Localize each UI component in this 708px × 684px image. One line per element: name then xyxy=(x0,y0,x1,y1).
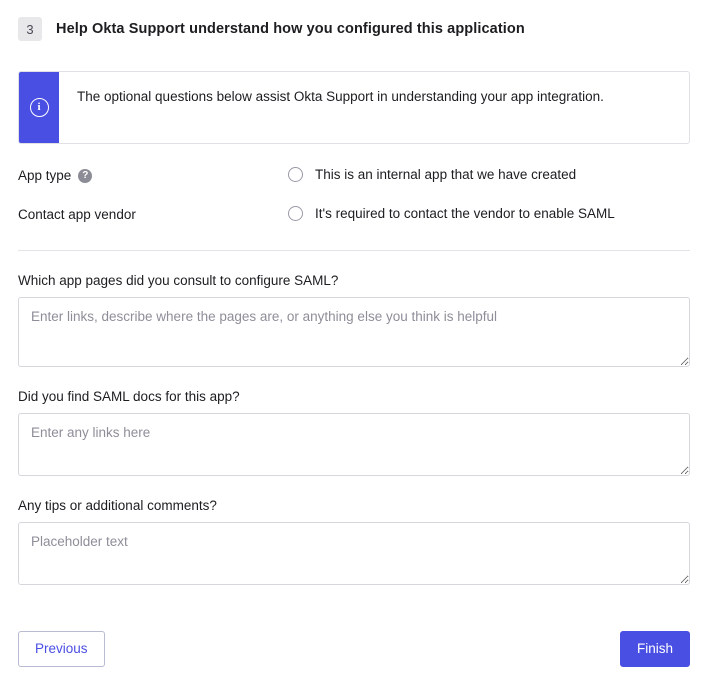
callout-text: The optional questions below assist Okta Support in understanding your app integration. xyxy=(77,89,604,104)
help-icon[interactable]: ? xyxy=(78,169,92,183)
radio-circle-internal-app[interactable] xyxy=(288,167,303,182)
question-label-contact-vendor xyxy=(18,206,288,222)
question-row-app-type xyxy=(18,167,690,183)
radio-circle-contact-vendor[interactable] xyxy=(288,206,303,221)
step-number-badge: 3 xyxy=(18,17,42,41)
page-title: Help Okta Support understand how you configured this application xyxy=(56,21,525,37)
radio-option-contact-vendor[interactable] xyxy=(288,206,615,221)
info-callout xyxy=(18,71,690,144)
section-divider xyxy=(18,250,690,251)
info-icon: i xyxy=(30,98,49,117)
comments-textarea[interactable] xyxy=(18,522,690,585)
radio-option-internal-app[interactable] xyxy=(288,167,576,182)
radio-label-internal-app: This is an internal app that we have created xyxy=(315,167,577,182)
app-type-label-text: App type xyxy=(18,168,72,183)
callout-accent-bar xyxy=(19,72,59,143)
field-label-saml-docs: Did you find SAML docs for this app? xyxy=(18,389,240,404)
field-block-comments xyxy=(18,498,690,585)
wizard-footer xyxy=(18,622,690,676)
contact-vendor-label-text: Contact app vendor xyxy=(18,207,136,222)
question-row-contact-vendor xyxy=(18,206,690,222)
step-header xyxy=(18,0,690,46)
radio-label-contact-vendor: It's required to contact the vendor to enable SAML xyxy=(315,206,615,221)
field-label-comments: Any tips or additional comments? xyxy=(18,498,217,513)
finish-button[interactable]: Finish xyxy=(620,631,690,667)
field-block-app-pages xyxy=(18,273,690,367)
saml-docs-textarea[interactable] xyxy=(18,413,690,476)
app-pages-textarea[interactable] xyxy=(18,297,690,367)
field-block-saml-docs xyxy=(18,389,690,476)
field-label-app-pages: Which app pages did you consult to configure SAML? xyxy=(18,273,339,288)
previous-button[interactable]: Previous xyxy=(18,631,105,667)
question-label-app-type xyxy=(18,167,288,183)
